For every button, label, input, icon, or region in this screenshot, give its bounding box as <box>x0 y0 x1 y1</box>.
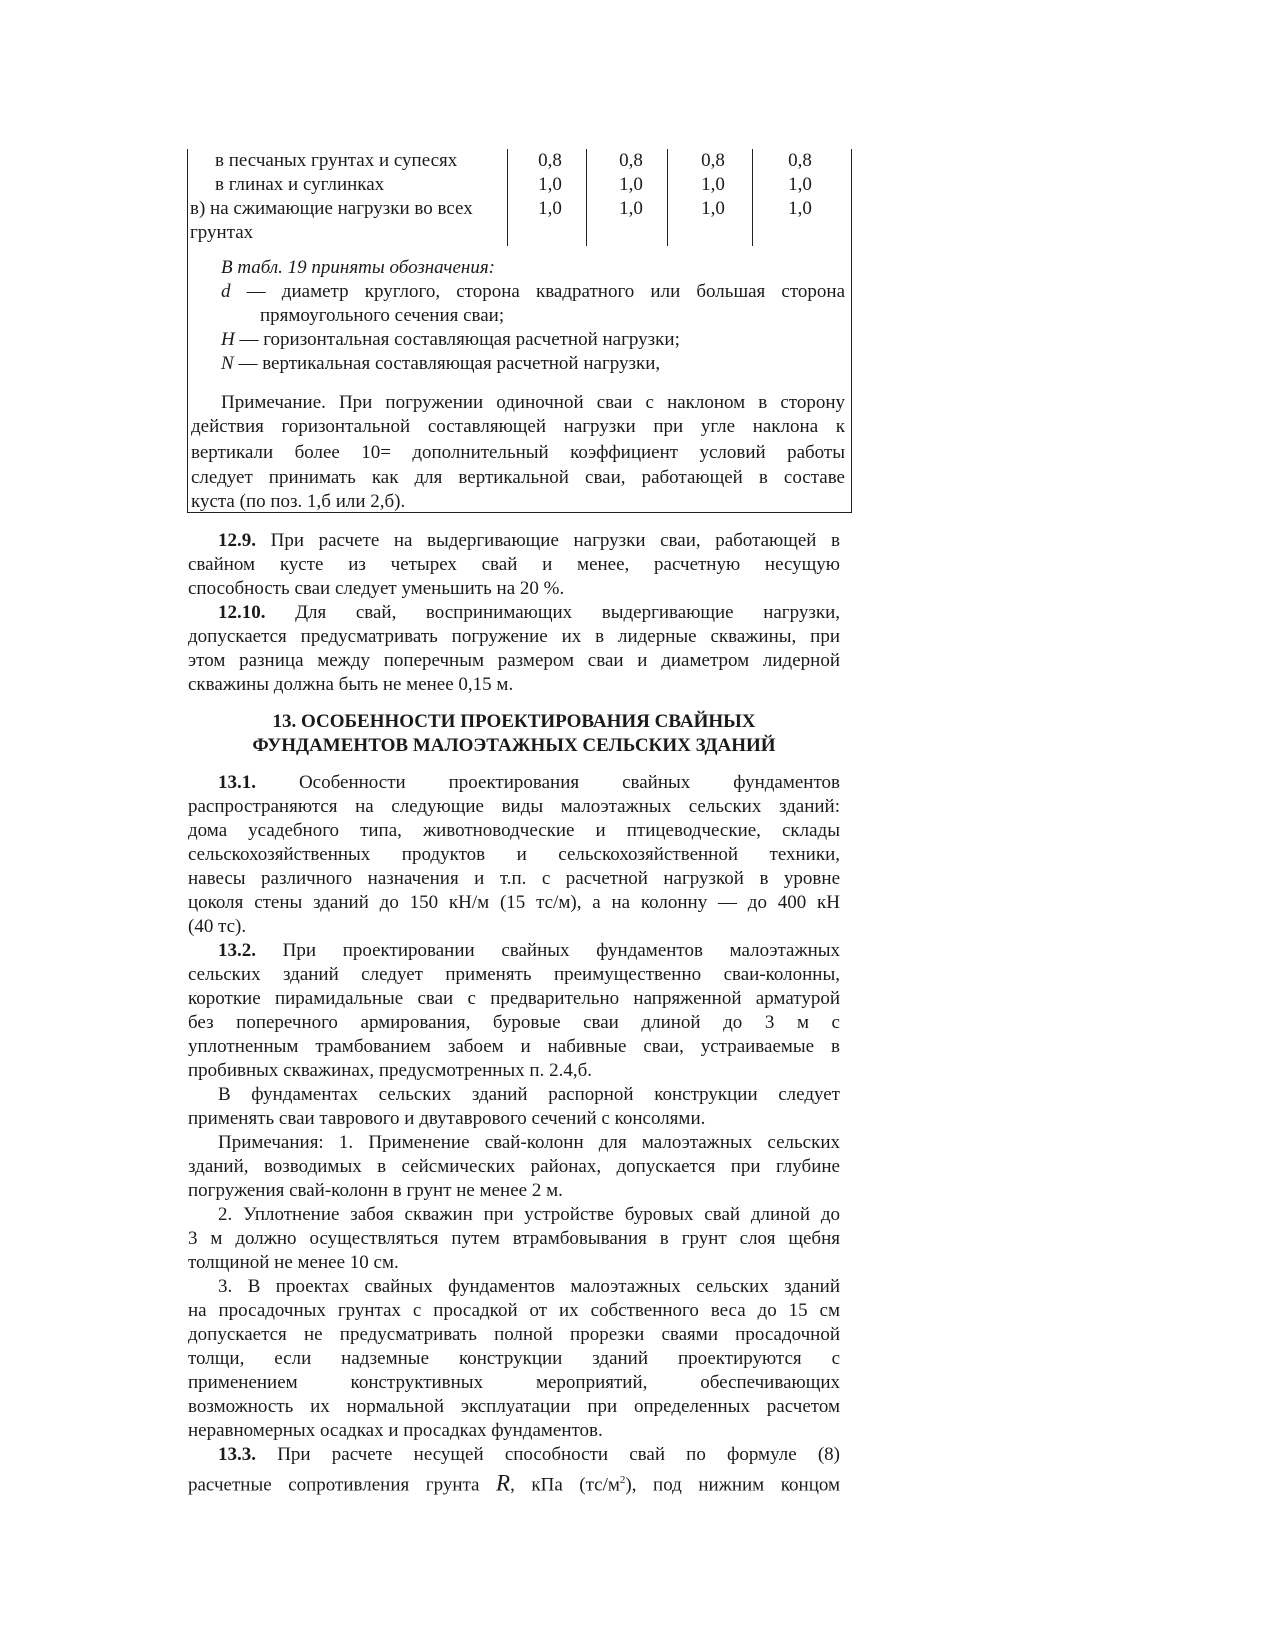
paragraph-text: При расчете несущей способности свай по формуле (8) <box>277 1444 840 1465</box>
paragraph-text: При проектировании свайных фундаментов малоэтажных <box>282 940 840 961</box>
table-row-label: в песчаных грунтах и супесях <box>215 150 458 171</box>
clause-number: 13.3. <box>218 1444 256 1465</box>
text-run: расчетные сопротивления грунта <box>188 1474 480 1496</box>
table-cell: 0,8 <box>538 150 562 171</box>
paragraph-line: способность сваи следует уменьшить на 20 %. <box>188 578 565 599</box>
clause-number: 13.2. <box>218 940 256 961</box>
legend-h-text: — горизонтальная составляющая расчетной нагрузки; <box>239 329 680 350</box>
paragraph-line: без поперечного армирования, буровые сваи длиной до 3 м с <box>188 1012 840 1033</box>
paragraph-line: дома усадебного типа, животноводческие и птицеводческие, склады <box>188 820 840 841</box>
table-cell: 0,8 <box>701 150 725 171</box>
section-heading: ФУНДАМЕНТОВ МАЛОЭТАЖНЫХ СЕЛЬСКИХ ЗДАНИЙ <box>252 735 776 756</box>
legend-h <box>221 328 680 352</box>
table-cell: 0,8 <box>788 150 812 171</box>
table-cell: 1,0 <box>788 198 812 219</box>
paragraph-line <box>188 1468 840 1497</box>
paragraph-line: сельскохозяйственных продуктов и сельскохозяйственной техники, <box>188 844 840 865</box>
clause-number: 12.9. <box>218 530 256 551</box>
paragraph-12-10 <box>218 601 840 625</box>
table-cell: 0,8 <box>619 150 643 171</box>
symbol-d: d <box>221 281 231 302</box>
note-line: 3. В проектах свайных фундаментов малоэтажных сельских зданий <box>218 1276 840 1297</box>
paragraph-text: Для свай, воспринимающих выдергивающие нагрузки, <box>295 602 840 623</box>
table-note-line: следует принимать как для вертикальной сваи, работающей в составе <box>191 467 845 488</box>
table-note-line: куста (по поз. 1,б или 2,б). <box>191 491 406 512</box>
legend-d <box>221 280 845 304</box>
paragraph-line: распространяются на следующие виды малоэтажных сельских зданий: <box>188 796 840 817</box>
paragraph-line: (40 тс). <box>188 916 247 937</box>
paragraph-12-9 <box>218 529 840 553</box>
legend-n <box>221 352 660 376</box>
table-row-continuation <box>0 221 1275 245</box>
symbol-h: Н <box>221 329 235 350</box>
table-cell: 1,0 <box>701 198 725 219</box>
table-row <box>0 173 1275 197</box>
note-line: возможность их нормальной эксплуатации при определенных расчетом <box>188 1396 840 1417</box>
legend-n-text: — вертикальная составляющая расчетной нагрузки, <box>238 353 661 374</box>
note-line: зданий, возводимых в сейсмических районах, допускается при глубине <box>188 1156 840 1177</box>
table-row-label: грунтах <box>190 222 254 243</box>
note-line: толщиной не менее 10 см. <box>188 1252 399 1273</box>
table-cell: 1,0 <box>619 198 643 219</box>
note-line: неравномерных осадках и просадках фундаментов. <box>188 1420 603 1441</box>
paragraph-line: скважины должна быть не менее 0,15 м. <box>188 674 514 695</box>
clause-number: 12.10. <box>218 602 266 623</box>
table-note-line: вертикали более 10= дополнительный коэффициент условий работы <box>191 442 845 463</box>
paragraph-line: сельских зданий следует применять преимущественно сваи-колонны, <box>188 964 840 985</box>
table-cell: 1,0 <box>619 174 643 195</box>
legend-d-continuation: прямоугольного сечения сваи; <box>260 305 505 326</box>
note-line: 3 м должно осуществляться путем втрамбовывания в грунт слоя щебня <box>188 1228 840 1249</box>
paragraph-13-2 <box>218 939 840 963</box>
table-note-line: действия горизонтальной составляющей нагрузки при угле наклона к <box>191 416 845 437</box>
note-line: допускается не предусматривать полной прорезки сваями просадочной <box>188 1324 840 1345</box>
note-line: толщи, если надземные конструкции зданий проектируются с <box>188 1348 840 1369</box>
paragraph-line: применять сваи таврового и двутаврового сечений с консолями. <box>188 1108 706 1129</box>
paragraph-text: Особенности проектирования свайных фундаментов <box>298 772 840 793</box>
note-line: применением конструктивных мероприятий, обеспечивающих <box>188 1372 840 1393</box>
note-line: Примечания: 1. Применение свай-колонн для малоэтажных сельских <box>218 1132 840 1153</box>
paragraph-line: В фундаментах сельских зданий распорной конструкции следует <box>218 1084 840 1105</box>
table-row-label: в) на сжимающие нагрузки во всех <box>190 198 473 219</box>
table-legend-title: В табл. 19 приняты обозначения: <box>221 257 495 278</box>
note-line: погружения свай-колонн в грунт не менее 2 м. <box>188 1180 563 1201</box>
paragraph-line: допускается предусматривать погружение их в лидерные скважины, при <box>188 626 840 647</box>
table-row <box>0 149 1275 173</box>
text-run: , кПа (тс/м <box>510 1474 620 1496</box>
table-cell: 1,0 <box>788 174 812 195</box>
table-note-line: Примечание. При погружении одиночной сваи с наклоном в сторону <box>221 392 845 413</box>
paragraph-line: пробивных скважинах, предусмотренных п. 2.4,б. <box>188 1060 593 1081</box>
paragraph-line: этом разница между поперечным размером сваи и диаметром лидерной <box>188 650 840 671</box>
table-row-label: в глинах и суглинках <box>215 174 385 195</box>
table-cell: 1,0 <box>538 198 562 219</box>
paragraph-line: свайном кусте из четырех свай и менее, расчетную несущую <box>188 554 840 575</box>
superscript: 2 <box>619 1474 626 1486</box>
note-line: 2. Уплотнение забоя скважин при устройстве буровых свай длиной до <box>218 1204 840 1225</box>
note-line: на просадочных грунтах с просадкой от их собственного веса до 15 см <box>188 1300 840 1321</box>
symbol-n: N <box>221 353 234 374</box>
paragraph-line: цоколя стены зданий до 150 кН/м (15 тс/м), а на колонну — до 400 кН <box>188 892 840 913</box>
table-cell: 1,0 <box>538 174 562 195</box>
paragraph-text: При расчете на выдергивающие нагрузки сваи, работающей в <box>270 530 841 551</box>
section-heading: 13. ОСОБЕННОСТИ ПРОЕКТИРОВАНИЯ СВАЙНЫХ <box>272 711 756 732</box>
paragraph-line: уплотненным трамбованием забоем и набивные сваи, устраиваемые в <box>188 1036 840 1057</box>
table-cell: 1,0 <box>701 174 725 195</box>
symbol-r: R <box>496 1470 511 1496</box>
legend-d-text: — диаметр круглого, сторона квадратного или большая сторона <box>246 281 845 302</box>
paragraph-13-1 <box>218 771 840 795</box>
paragraph-line: навесы различного назначения и т.п. с расчетной нагрузкой в уровне <box>188 868 840 889</box>
paragraph-13-3 <box>218 1443 840 1467</box>
paragraph-line: короткие пирамидальные сваи с предварительно напряженной арматурой <box>188 988 840 1009</box>
text-run: ), под нижним концом <box>625 1474 841 1496</box>
table-row <box>0 197 1275 221</box>
clause-number: 13.1. <box>218 772 256 793</box>
